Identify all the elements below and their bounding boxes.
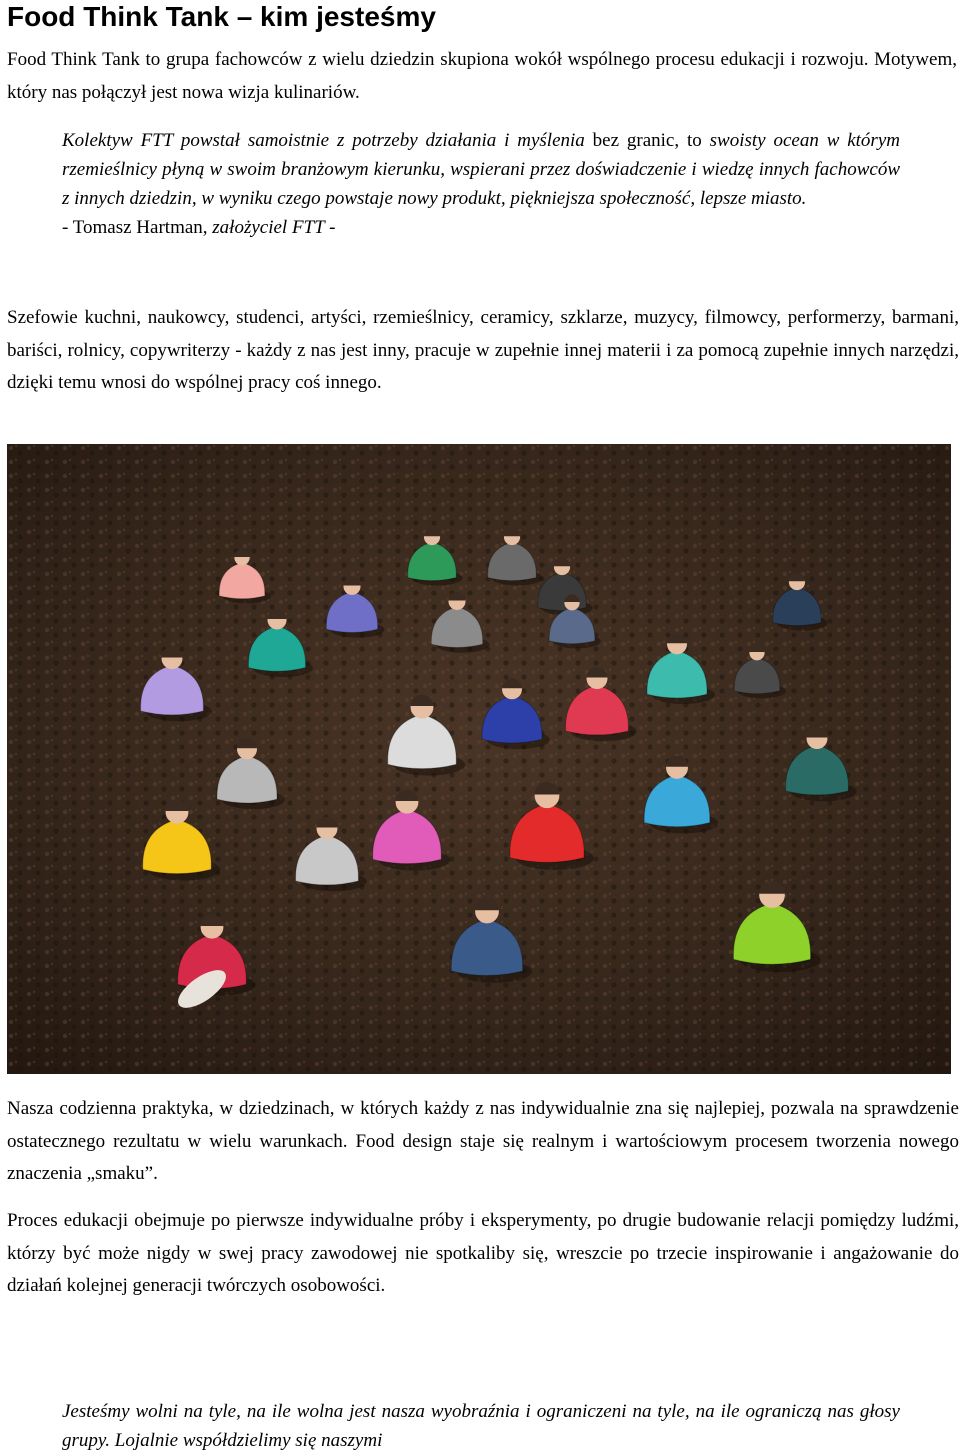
quote-attribution-role: założyciel FTT - — [212, 217, 336, 238]
intro-paragraph: Food Think Tank to grupa fachowców z wielu dziedzin skupiona wokół wspólnego procesu edukacji i rozwoju. Motywem, który nas połączył jest nowa wizja kulinariów. — [7, 49, 957, 103]
members-paragraph: Szefowie kuchni, naukowcy, studenci, artyści, rzemieślnicy, ceramicy, szklarze, muzycy, filmowcy, performerzy, barmani, bariści, rolnicy, copywriterzy - każdy z nas jest inny, pracuje w zupełnie innej materii i za pomocą zupełnie innych narzędzi, dzięki temu wnosi do wspólnej pracy coś innego. — [7, 307, 959, 393]
quote-attribution-name: - Tomasz Hartman, — [62, 217, 213, 238]
quote-text-part3: swoisty ocean w którym rzemieślnicy płyną w swoim branżowym kierunku, wspierani przez doświadczenie i wiedzę innych fachowców z innych dziedzin, w wyniku czego powstaje nowy produkt, piękniejsza społeczność, lepsze miasto. — [62, 130, 900, 209]
group-photo-illustration — [7, 444, 951, 1074]
quote-text-part2: bez granic, to — [584, 130, 702, 151]
education-paragraph: Proces edukacji obejmuje po pierwsze indywidualne próby i eksperymenty, po drugie budowanie relacji pomiędzy ludźmi, którzy być może nigdy w swej pracy zawodowej nie spotkaliby się, wreszcie po trzecie inspirowanie i angażowanie do działań kolejnej generacji twórczych osobowości. — [7, 1210, 959, 1296]
quote-text-part1: Kolektyw FTT powstał samoistnie z potrzeby działania i myślenia — [62, 130, 585, 151]
page-title: Food Think Tank – kim jesteśmy — [7, 1, 436, 32]
closing-quote: Jesteśmy wolni na tyle, na ile wolna jest nasza wyobraźnia i ograniczeni na tyle, na ile ograniczą nas głosy grupy. Lojalnie współdzielimy się naszymi — [62, 1401, 900, 1451]
founder-quote — [62, 126, 900, 242]
group-photo — [7, 444, 951, 1074]
practice-paragraph: Nasza codzienna praktyka, w dziedzinach, w których każdy z nas indywidualnie zna się najlepiej, pozwala na sprawdzenie ostatecznego rezultatu w wielu warunkach. Food design staje się realnym i wartościowym procesem tworzenia nowego znaczenia „smaku”. — [7, 1098, 959, 1184]
